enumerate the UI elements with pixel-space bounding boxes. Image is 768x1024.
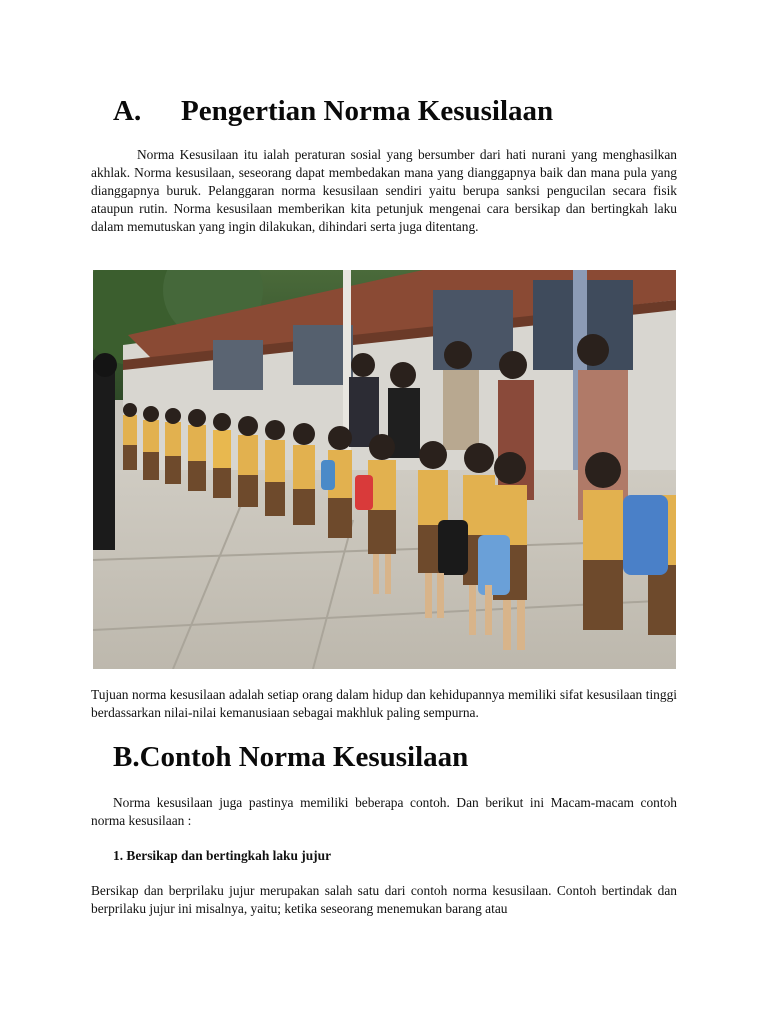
example-1-paragraph: Bersikap dan berprilaku jujur merupakan salah satu dari contoh norma kesusilaan. Contoh bertindak dan berprilaku jujur ini misalnya, yaitu; ketika seseorang menemukan barang atau xyxy=(91,883,677,916)
section-a-paragraph: Norma Kesusilaan itu ialah peraturan sosial yang bersumber dari hati nurani yang menghasilkan akhlak. Norma kesusilaan, seseorang dapat membedakan mana yang dianggapnya baik dan mana pula yang dianggapnya buruk. Pelanggaran norma kesusilaan sendiri yaitu berupa sanksi pengucilan secara fisik ataupun rutin. Norma kesusilaan memberikan kita petunjuk mengenai cara bersikap dan bertingkah laku dalam memutuskan yang ingin dilakukan, dihindari serta juga ditentang. xyxy=(91,147,677,234)
section-a-title: Pengertian Norma Kesusilaan xyxy=(181,95,554,127)
example-1-heading: 1. Bersikap dan bertingkah laku jujur xyxy=(113,848,332,863)
school-children-photo xyxy=(93,270,676,669)
section-a-heading xyxy=(113,94,553,128)
section-a-number: A. xyxy=(113,95,142,127)
section-b-intro: Norma kesusilaan juga pastinya memiliki beberapa contoh. Dan berikut ini Macam-macam contoh norma kesusilaan : xyxy=(91,795,677,828)
section-b-heading: B.Contoh Norma Kesusilaan xyxy=(113,741,469,773)
section-a-closing-paragraph: Tujuan norma kesusilaan adalah setiap orang dalam hidup dan kehidupannya memiliki sifat kesusilaan tinggi berdassarkan nilai-nilai kemanusiaan sebagai makhluk paling sempurna. xyxy=(91,687,677,720)
photo-illustration xyxy=(93,270,676,669)
